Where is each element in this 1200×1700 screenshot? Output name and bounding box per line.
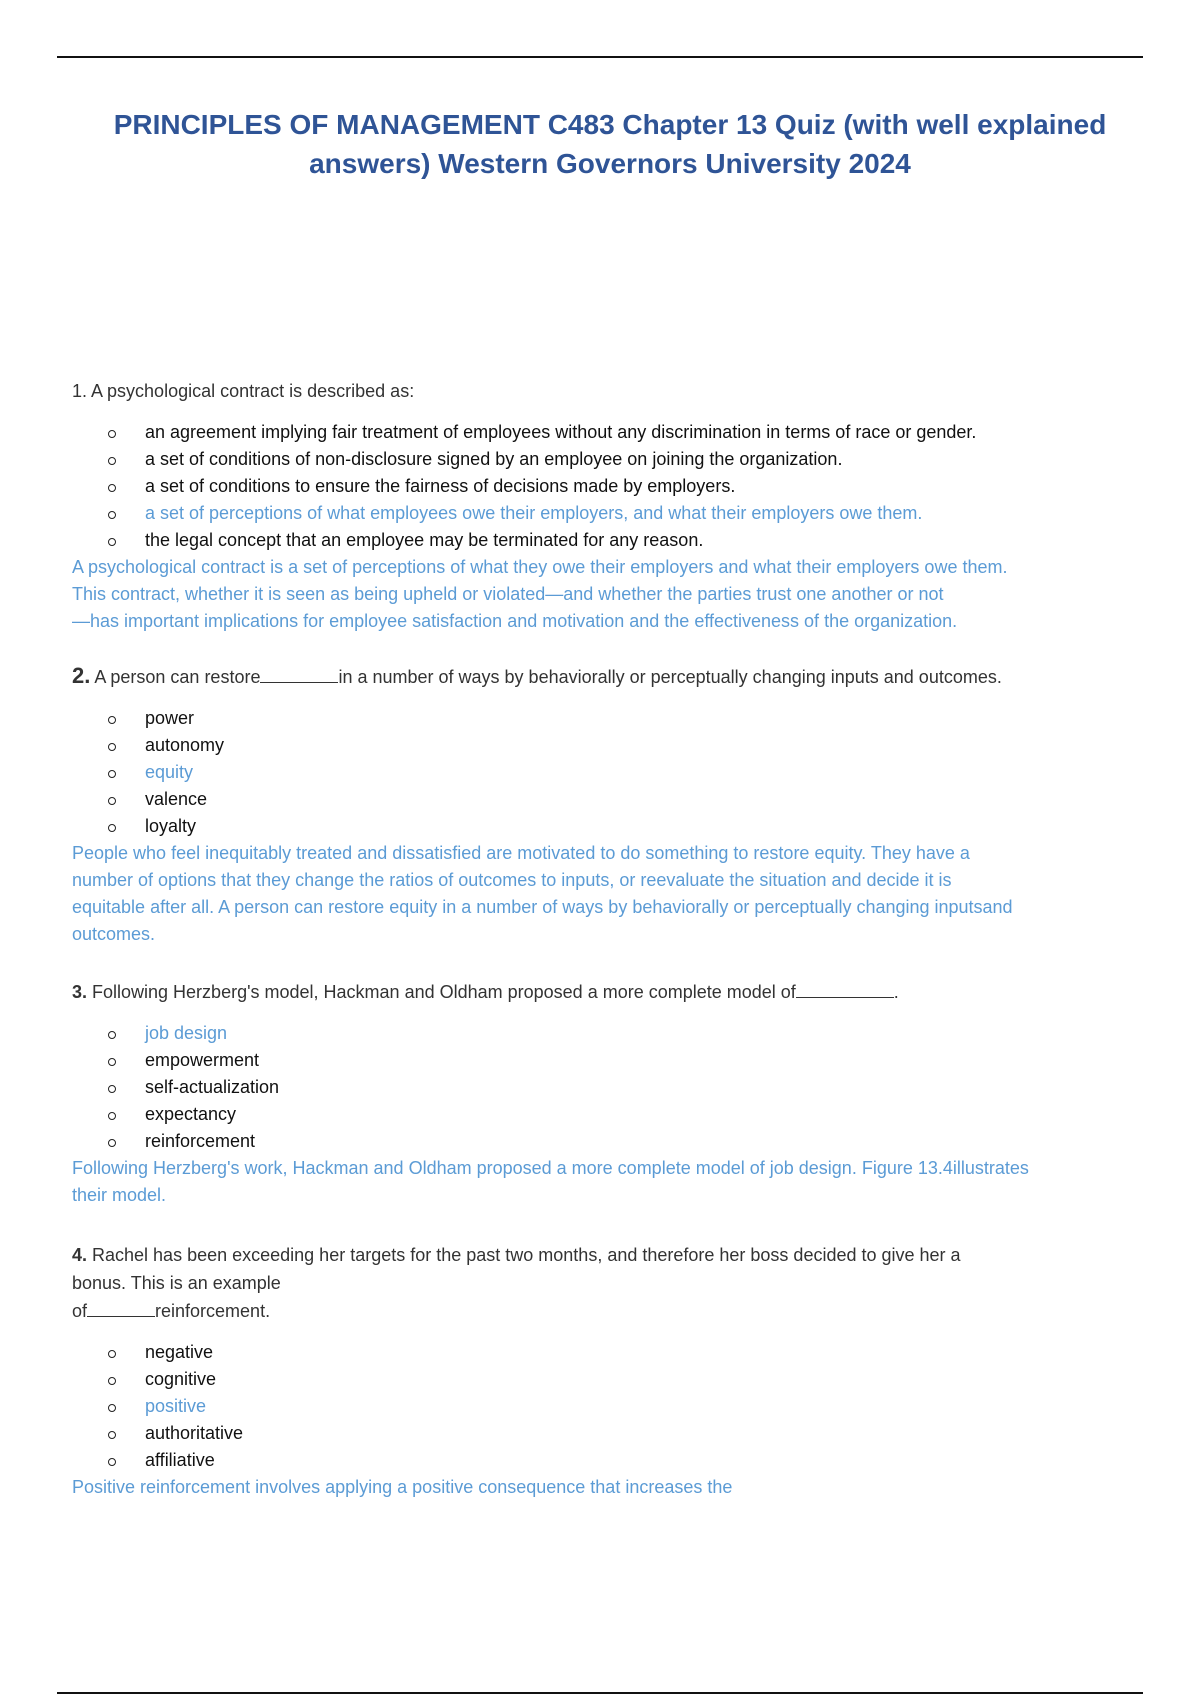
- circle-bullet-icon: [108, 770, 116, 778]
- option-label: loyalty: [145, 816, 197, 836]
- circle-bullet-icon: [108, 1350, 116, 1358]
- question-number: 2.: [72, 663, 91, 688]
- option-label: positive: [145, 1396, 207, 1416]
- circle-bullet-icon: [108, 457, 116, 465]
- bottom-rule: [57, 1692, 1143, 1694]
- circle-bullet-icon: [108, 716, 116, 724]
- option-4-correct[interactable]: [72, 500, 1152, 527]
- title-line-1: PRINCIPLES OF MANAGEMENT C483 Chapter 13 Quiz (with well explained: [113, 109, 1107, 140]
- question-text: Rachel has been exceeding her targets for the past two months, and therefore her boss decided to give her a: [87, 1245, 961, 1265]
- option-3[interactable]: [72, 1074, 1152, 1101]
- option-label: power: [145, 708, 195, 728]
- question-text-after: .: [893, 982, 899, 1002]
- option-3-correct[interactable]: [72, 1393, 1152, 1420]
- answer-blank: [796, 979, 894, 998]
- question-4-prompt: [72, 1241, 1152, 1269]
- option-2[interactable]: [72, 1047, 1152, 1074]
- circle-bullet-icon: [108, 1458, 116, 1466]
- question-4: [72, 1241, 1152, 1501]
- explanation-line: A psychological contract is a set of perceptions of what they owe their employers and what their employers owe them.: [72, 557, 1008, 577]
- circle-bullet-icon: [108, 1404, 116, 1412]
- explanation-line: their model.: [72, 1185, 167, 1205]
- option-label: a set of conditions of non-disclosure signed by an employee on joining the organization.: [145, 449, 843, 469]
- option-1[interactable]: [72, 705, 1152, 732]
- option-3-correct[interactable]: [72, 759, 1152, 786]
- option-label: expectancy: [145, 1104, 237, 1124]
- question-text-after: reinforcement.: [155, 1301, 271, 1321]
- top-rule: [57, 56, 1143, 58]
- question-text: A person can restore: [90, 667, 261, 687]
- circle-bullet-icon: [108, 743, 116, 751]
- circle-bullet-icon: [108, 1377, 116, 1385]
- circle-bullet-icon: [108, 1085, 116, 1093]
- option-1-correct[interactable]: [72, 1020, 1152, 1047]
- question-text: A psychological contract is described as:: [87, 381, 415, 401]
- option-label: a set of conditions to ensure the fairness of decisions made by employers.: [145, 476, 736, 496]
- option-label: equity: [145, 762, 194, 782]
- question-number: 1.: [72, 381, 88, 401]
- option-2[interactable]: [72, 732, 1152, 759]
- option-5[interactable]: [72, 813, 1152, 840]
- answer-options: [72, 1020, 1152, 1155]
- option-label: an agreement implying fair treatment of employees without any discrimination in terms of race or gender.: [145, 422, 977, 442]
- explanation-line: This contract, whether it is seen as being upheld or violated—and whether the parties trust one another or not: [72, 584, 944, 604]
- question-4-prompt-line-3: [72, 1297, 1152, 1325]
- circle-bullet-icon: [108, 538, 116, 546]
- option-label: authoritative: [145, 1423, 244, 1443]
- document-title: [80, 105, 1140, 183]
- explanation-line: —has important implications for employee satisfaction and motivation and the effectiveness of the organization.: [72, 611, 958, 631]
- explanation: [72, 840, 1152, 948]
- question-2-prompt: [72, 662, 1152, 691]
- option-label: self-actualization: [145, 1077, 280, 1097]
- answer-options: [72, 419, 1152, 554]
- option-label: empowerment: [145, 1050, 260, 1070]
- question-number: 3.: [72, 982, 88, 1002]
- question-text-after: in a number of ways by behaviorally or perceptually changing inputs and outcomes.: [338, 667, 1002, 687]
- option-label: reinforcement: [145, 1131, 256, 1151]
- explanation: [72, 554, 1152, 635]
- circle-bullet-icon: [108, 1112, 116, 1120]
- option-5[interactable]: [72, 1128, 1152, 1155]
- option-4[interactable]: [72, 1101, 1152, 1128]
- option-4[interactable]: [72, 786, 1152, 813]
- question-4-prompt-line-2: bonus. This is an example: [72, 1273, 281, 1293]
- circle-bullet-icon: [108, 1058, 116, 1066]
- question-text: Following Herzberg's model, Hackman and Oldham proposed a more complete model of: [87, 982, 796, 1002]
- question-3: [72, 978, 1152, 1209]
- explanation-line: outcomes.: [72, 924, 156, 944]
- explanation: [72, 1155, 1152, 1209]
- option-label: job design: [145, 1023, 228, 1043]
- explanation-line: equitable after all. A person can restore equity in a number of ways by behaviorally or perceptually changing inputsand: [72, 897, 1013, 917]
- option-4[interactable]: [72, 1420, 1152, 1447]
- option-label: negative: [145, 1342, 214, 1362]
- option-label: the legal concept that an employee may be terminated for any reason.: [145, 530, 704, 550]
- circle-bullet-icon: [108, 1139, 116, 1147]
- circle-bullet-icon: [108, 430, 116, 438]
- option-3[interactable]: [72, 473, 1152, 500]
- question-3-prompt: [72, 978, 1152, 1006]
- circle-bullet-icon: [108, 1031, 116, 1039]
- explanation-line: number of options that they change the ratios of outcomes to inputs, or reevaluate the situation and decide it is: [72, 870, 952, 890]
- explanation: [72, 1474, 1152, 1501]
- answer-blank: [260, 664, 338, 683]
- circle-bullet-icon: [108, 824, 116, 832]
- question-number: 4.: [72, 1245, 88, 1265]
- explanation-line: Positive reinforcement involves applying a positive consequence that increases the: [72, 1477, 733, 1497]
- question-1-prompt: [72, 377, 1152, 405]
- option-label: autonomy: [145, 735, 225, 755]
- question-1: [72, 377, 1152, 635]
- question-2: [72, 662, 1152, 948]
- explanation-line: People who feel inequitably treated and dissatisfied are motivated to do something to restore equity. They have a: [72, 843, 970, 863]
- option-label: a set of perceptions of what employees owe their employers, and what their employers owe them.: [145, 503, 923, 523]
- question-text: of: [72, 1301, 88, 1321]
- option-label: valence: [145, 789, 208, 809]
- option-5[interactable]: [72, 527, 1152, 554]
- option-2[interactable]: [72, 446, 1152, 473]
- option-2[interactable]: [72, 1366, 1152, 1393]
- circle-bullet-icon: [108, 484, 116, 492]
- circle-bullet-icon: [108, 511, 116, 519]
- option-1[interactable]: [72, 419, 1152, 446]
- answer-options: [72, 705, 1152, 840]
- circle-bullet-icon: [108, 1431, 116, 1439]
- circle-bullet-icon: [108, 797, 116, 805]
- option-label: cognitive: [145, 1369, 217, 1389]
- option-1[interactable]: [72, 1339, 1152, 1366]
- answer-options: [72, 1339, 1152, 1474]
- title-line-2: answers) Western Governors University 2024: [309, 148, 911, 179]
- option-5[interactable]: [72, 1447, 1152, 1474]
- answer-blank: [87, 1298, 155, 1317]
- option-label: affiliative: [145, 1450, 215, 1470]
- explanation-line: Following Herzberg's work, Hackman and Oldham proposed a more complete model of job design. Figure 13.4illustrates: [72, 1158, 1029, 1178]
